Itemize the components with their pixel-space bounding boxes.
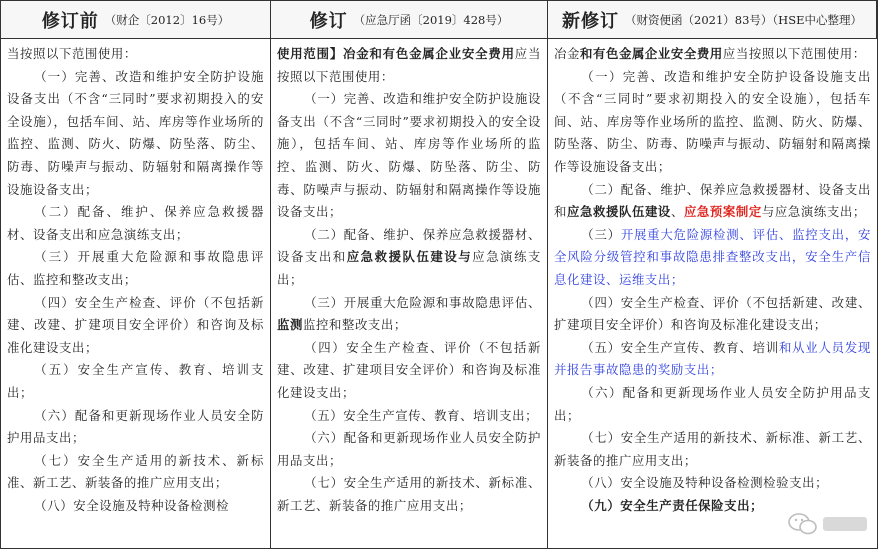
col3-item3-blue: 开展重大危险源检测、评估、监控支出，安全风险分级管控和事故隐患排查整改支出，安全生产信息化建设、运维支出；: [554, 226, 871, 287]
col2-intro-bold: 使用范围】冶金和有色金属企业安全费用: [277, 46, 515, 61]
col2-item: （五）安全生产宣传、教育、培训支出；: [304, 407, 539, 423]
col2-intro-rest: 应当按照以下范围使用：: [277, 46, 541, 84]
header-new-revision: [548, 1, 877, 39]
col3-item: （八）安全设施及特种设备检测检验支出；: [581, 475, 829, 491]
col2-item: （一）完善、改造和维护安全防护设施设备支出（不含“三同时”要求初期投入的安全设施），包括车间、站、库房等作业场所的监控、监测、防火、防爆、防坠落、防尘、防毒、防噪声与振动、防辐射和隔离操作等设施设备支出；: [277, 91, 541, 220]
col3-item2-bold: 应急救援队伍建设: [567, 204, 671, 220]
col3-intro: [554, 43, 871, 66]
col-revision-body: [271, 39, 548, 548]
col2-item: [277, 224, 541, 292]
col3-intro-a: 冶金: [554, 46, 580, 61]
col1-item: （四）安全生产检查、评价（不包括新建、改建、扩建项目安全评价）和咨询及标准化建设支出；: [7, 294, 264, 355]
col3-item: （七）安全生产适用的新技术、新标准、新工艺、新装备的推广应用支出；: [554, 430, 871, 468]
col3-item: （四）安全生产检查、评价（不包括新建、改建、扩建项目安全评价）和咨询及标准化建设支出；: [554, 294, 871, 333]
header-before-sub: （财企〔2012〕16号）: [104, 12, 230, 27]
col3-item2-red: 应急预案制定: [683, 204, 762, 220]
col-before-body: [1, 39, 271, 548]
col3-item: [554, 224, 871, 292]
col2-item2-bold: 应急救援队伍建设与: [346, 249, 473, 265]
col1-item: （七）安全生产适用的新技术、新标准、新工艺、新装备的推广应用支出；: [7, 452, 264, 491]
col2-item: （七）安全生产适用的新技术、新标准、新工艺、新装备的推广应用支出；: [277, 475, 541, 513]
header-revision-sub: （应急厅函〔2019〕428号）: [353, 12, 509, 27]
col2-item3-bold: 监测: [277, 317, 303, 333]
col3-item2-sep: 、: [670, 204, 684, 220]
col3-item2-c: 与应急演练支出；: [761, 204, 866, 220]
col3-item: （九）安全生产责任保险支出；: [581, 497, 764, 513]
header-before-title: 修订前: [41, 10, 99, 32]
col2-item: （四）安全生产检查、评价（不包括新建、改建、扩建项目安全评价）和咨询及标准化建设支出；: [277, 339, 541, 400]
col3-item: [554, 337, 871, 382]
col3-item2-a: （二）配备、维护、保养应急救援器材、设备支出和: [554, 181, 871, 220]
col3-item: [554, 179, 871, 224]
col2-item2-c: 应急演练支出；: [277, 249, 542, 287]
col3-intro-bold: 和有色金属企业安全费用: [579, 46, 723, 61]
col3-item5-blue: 和从业人员发现并报告事故隐患的奖励支出；: [554, 339, 871, 378]
col1-item: （五）安全生产宣传、教育、培训支出；: [7, 362, 264, 400]
header-new-revision-title: 新修订: [562, 10, 620, 32]
col1-item: （六）配备和更新现场作业人员安全防护用品支出；: [7, 407, 264, 446]
col1-item: （八）安全设施及特种设备检测检: [34, 497, 230, 513]
header-revision-title: 修订: [309, 10, 348, 32]
header-new-revision-sub: （财资便函（2021）83号）（HSE中心整理）: [625, 12, 862, 27]
header-revision: [271, 1, 548, 39]
col3-intro-rest: 应当按照以下范围使用：: [722, 46, 866, 61]
col2-item3-a: （三）开展重大危险源和事故隐患评估、: [304, 294, 541, 310]
col2-intro: [277, 43, 541, 88]
col1-item: （二）配备、维护、保养应急救援器材、设备支出和应急演练支出；: [7, 204, 264, 242]
header-before: [1, 1, 271, 39]
col-new-revision-body: [548, 39, 877, 548]
col3-item5-a: （五）安全生产宣传、教育、培训: [581, 339, 779, 355]
col3-item: （六）配备和更新现场作业人员安全防护用品支出；: [554, 384, 871, 423]
col2-item3-c: 监控和整改支出；: [302, 317, 407, 333]
col3-item: （一）完善、改造和维护安全防护设备设施支出（不含“三同时”要求初期投入的安全设施），包括车间、站、库房等作业场所的监控、监测、防火、防爆、防坠落、防尘、防毒、防噪声与振动、防辐射和隔离操作等设施设备支出；: [554, 68, 871, 174]
col1-item: （三）开展重大危险源和事故隐患评估、监控和整改支出；: [7, 249, 264, 287]
col2-item: （六）配备和更新现场作业人员安全防护用品支出；: [277, 430, 541, 468]
col2-item: [277, 292, 541, 337]
col1-intro: 当按照以下范围使用：: [7, 46, 137, 61]
col1-item: （一）完善、改造和维护安全防护设施设备支出（不含“三同时”要求初期投入的安全设施），包括车间、站、库房等作业场所的监控、监测、防火、防爆、防坠落、防尘、防毒、防噪声与振动、防辐射和隔离操作等设施设备支出；: [7, 68, 264, 197]
col3-item3-a: （三）: [581, 226, 621, 242]
col2-item2-a: （二）配备、维护、保养应急救援器材、设备支出和: [277, 226, 541, 265]
